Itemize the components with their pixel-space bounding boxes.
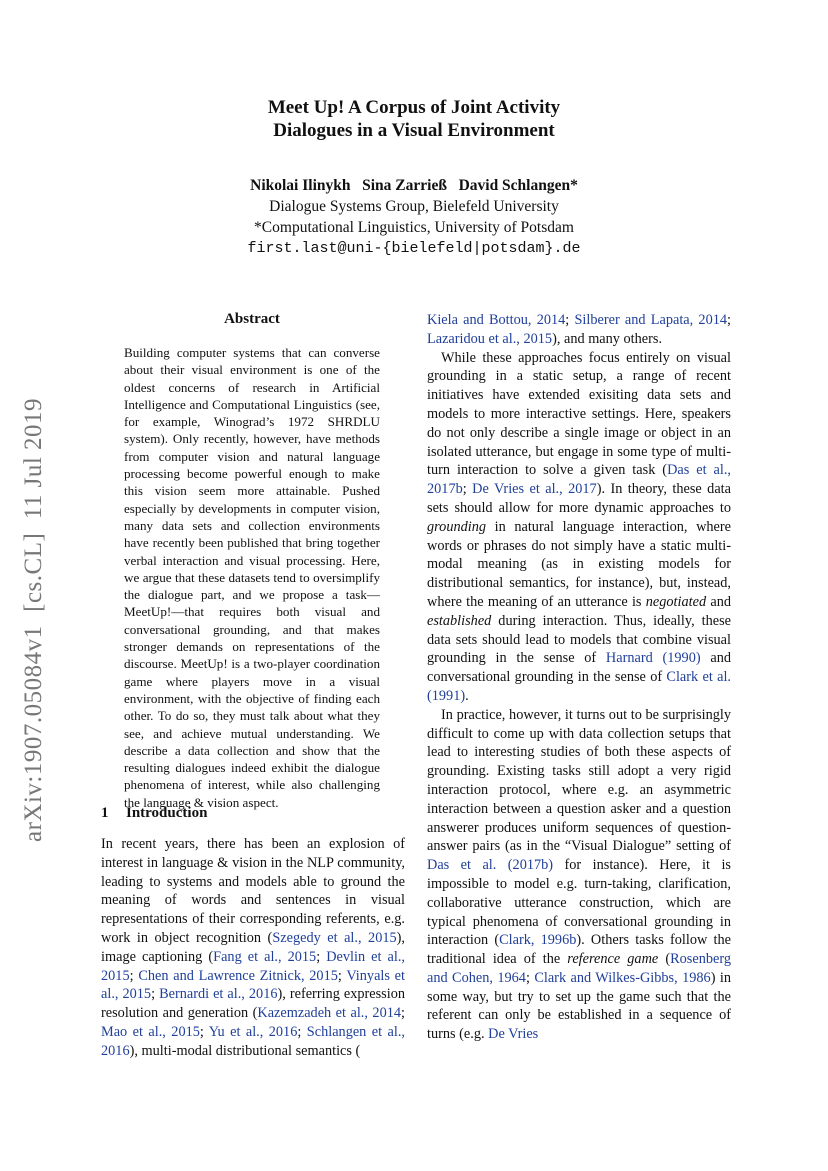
author-block: [0, 175, 828, 259]
citation-link[interactable]: Vinyals et al., 2015: [101, 967, 405, 1003]
author-email: first.last@uni-{bielefeld|potsdam}.de: [247, 240, 581, 257]
citation-link[interactable]: Devlin et al., 2015: [101, 948, 405, 984]
citation-link[interactable]: De Vries: [488, 1026, 539, 1043]
citation-link[interactable]: Fang et al., 2015: [213, 948, 317, 965]
citation-link[interactable]: De Vries et al., 2017: [472, 481, 597, 498]
citation-link[interactable]: Schlangen et al., 2016: [101, 1023, 405, 1059]
intro-paragraph-2: While these approaches focus entirely on visual grounding in a static setup, a range of recent initiatives have extended exisiting data sets and models to more interactive settings. Here, speakers do not only describe a single image or object in an isolated utterance, but engage in some type of multi-turn interaction to solve a given task (Das et al., 2017b; De Vries et al., 2017). In theory, these data sets should allow for more dynamic approaches to grounding in natural language interaction, where words or phrases do not simply have a static multi-modal meaning (as in existing models for distributional semantics, for instance), but, instead, where the meaning of an utterance is negotiated and established during interaction. Thus, ideally, these data sets should lead to models that combine visual grounding in the sense of Harnard (1990) and conversational grounding in the sense of Clark et al. (1991).: [427, 349, 732, 704]
citation-link[interactable]: Chen and Lawrence Zitnick, 2015: [138, 967, 338, 984]
citation-link[interactable]: Clark, 1996b: [499, 932, 577, 949]
arxiv-stamp: arXiv:1907.05084v1 [cs.CL] 11 Jul 2019: [20, 397, 47, 842]
abstract-heading: Abstract: [224, 311, 280, 327]
citation-link[interactable]: Szegedy et al., 2015: [272, 929, 397, 946]
intro-paragraph-3: In practice, however, it turns out to be surprisingly difficult to come up with data collection setups that lead to interesting studies of both these aspects of grounding. Existing tasks still adopt a very rigid interaction protocol, where e.g. an asymmetric interaction between a question asker and a question answerer produces uniform sequences of question-answer pairs (as in the “Visual Dialogue” setting of Das et al. (2017b) for instance). Here, it is impossible to model e.g. turn-taking, clarification, collaborative utterance construction, which are typical phenomena of conversational grounding in interaction (Clark, 1996b). Others tasks follow the traditional idea of the reference game (Rosenberg and Cohen, 1964; Clark and Wilkes-Gibbs, 1986) in some way, but try to set up the game such that the referent can only be established in a sequence of turns (e.g. De Vries: [427, 706, 731, 1043]
section-number: 1: [101, 805, 109, 821]
author-names: Nikolai Ilinykh Sina Zarrieß David Schlangen*: [250, 177, 578, 194]
intro-paragraph-1-continued: Kiela and Bottou, 2014; Silberer and Lapata, 2014; Lazaridou et al., 2015), and many others.: [427, 312, 732, 347]
title-line-1: Meet Up! A Corpus of Joint Activity: [267, 97, 561, 118]
intro-paragraph-1: In recent years, there has been an explosion of interest in language & vision in the NLP community, leading to systems and models able to ground the meaning of words and sentences in visual representations of their corresponding referents, e.g. work in object recognition (Szegedy et al., 2015), image captioning (Fang et al., 2015; Devlin et al., 2015; Chen and Lawrence Zitnick, 2015; Vinyals et al., 2015; Bernardi et al., 2016), referring expression resolution and generation (Kazemzadeh et al., 2014; Mao et al., 2015; Yu et al., 2016; Schlangen et al., 2016), multi-modal distributional semantics (: [101, 836, 406, 1059]
citation-link[interactable]: Clark et al. (1991): [427, 669, 731, 704]
affiliation-potsdam: *Computational Linguistics, University of Potsdam: [254, 219, 574, 236]
section-title: Introduction: [126, 805, 208, 821]
citation-link[interactable]: Bernardi et al., 2016: [159, 986, 278, 1003]
citation-link[interactable]: Clark and Wilkes-Gibbs, 1986: [534, 969, 711, 986]
citation-link[interactable]: Das et al. (2017b): [427, 857, 554, 874]
paper-title: [0, 96, 828, 142]
abstract-text: Building computer systems that can converse about their visual environment is one of the oldest concerns of research in Artificial Intelligence and Computational Linguistics (see, for example, Winograd’s 1972 SHRDLU system). Only recently, however, have methods from computer vision and natural language processing become powerful enough to make this vision seem more attainable. Pushed especially by developments in computer vision, many data sets and collection environments have recently been published that bring together verbal interaction and visual processing. Here, we argue that these datasets tend to oversimplify the dialogue part, and we propose a task—MeetUp!—that requires both visual and conversational grounding, and that makes stronger demands on representations of the discourse. MeetUp! is a two-player coordination game where players move in a visual environment, with the objective of finding each other. To do so, they must talk about what they see, and achieve mutual understanding. We describe a data collection and show that the resulting dialogues indeed exhibit the dialogue phenomena of interest, while also challenging the language & vision aspect.: [124, 345, 380, 810]
citation-link[interactable]: Rosenberg and Cohen, 1964: [427, 951, 731, 986]
section-heading-introduction: [101, 805, 207, 822]
citation-link[interactable]: Lazaridou et al., 2015: [427, 330, 553, 347]
title-line-2: Dialogues in a Visual Environment: [273, 120, 555, 141]
citation-link[interactable]: Mao et al., 2015: [101, 1023, 200, 1040]
citation-link[interactable]: Kazemzadeh et al., 2014: [257, 1005, 402, 1022]
citation-link[interactable]: Yu et al., 2016: [208, 1023, 298, 1040]
citation-link[interactable]: Silberer and Lapata, 2014: [574, 312, 728, 328]
affiliation-bielefeld: Dialogue Systems Group, Bielefeld University: [269, 198, 559, 215]
citation-link[interactable]: Das et al., 2017b: [427, 462, 731, 498]
introduction-right-column: [427, 311, 731, 1044]
citation-link[interactable]: Harnard (1990): [605, 650, 701, 667]
citation-link[interactable]: Kiela and Bottou, 2014: [427, 312, 566, 328]
introduction-left-column: [101, 835, 405, 1061]
